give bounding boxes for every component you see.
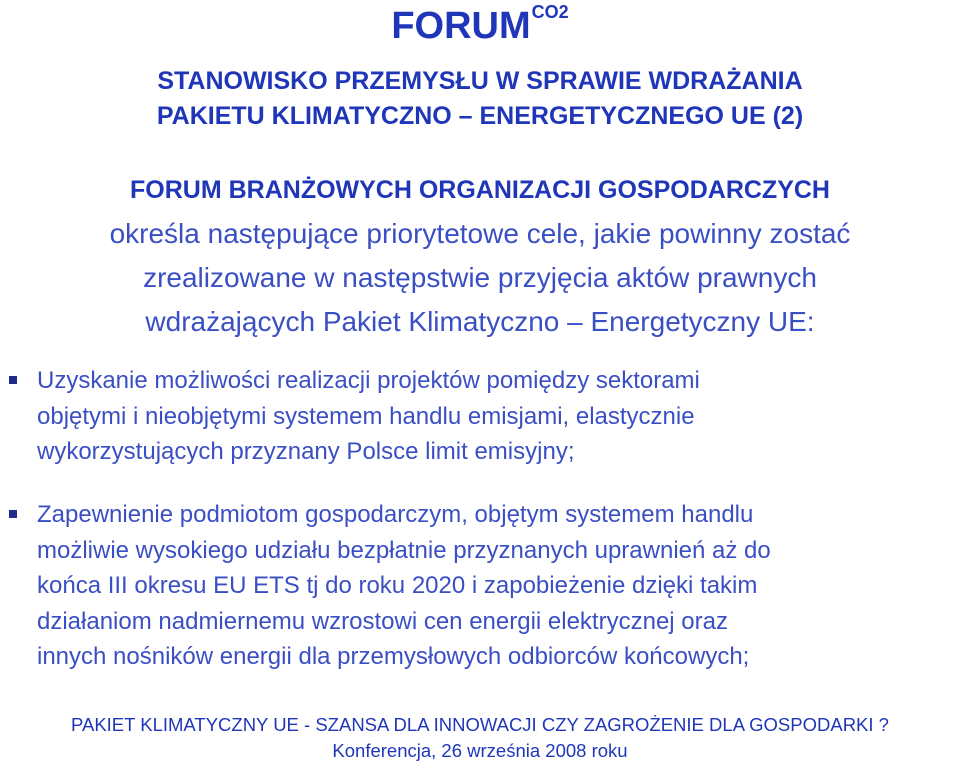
logo-superscript: CO2 xyxy=(531,2,569,22)
bullet-2-line-5: innych nośników energii dla przemysłowych odbiorców końcowych; xyxy=(37,643,750,670)
bullet-2-line-4: działaniom nadmiernemu wzrostowi cen energii elektrycznej oraz xyxy=(37,607,728,635)
logo-text: FORUM xyxy=(391,5,531,47)
bullet-square-icon xyxy=(9,510,17,518)
bullet-2-line-3: końca III okresu EU ETS tj do roku 2020 i zapobieżenie dzięki takim xyxy=(37,572,758,599)
intro-paragraph xyxy=(0,168,960,344)
footer-conference-date: Konferencja, 26 września 2008 roku xyxy=(332,740,628,761)
bullet-2-line-1: Zapewnienie podmiotom gospodarczym, objętym systemem handlu xyxy=(37,501,754,528)
bullet-1-line-2: objętymi i nieobjętymi systemem handlu emisjami, elastycznie xyxy=(37,402,695,430)
forum-co2-logo xyxy=(0,2,960,48)
footer xyxy=(0,712,960,764)
intro-line-3: zrealizowane w następstwie przyjęcia aktów prawnych xyxy=(143,262,817,293)
bullet-item-2 xyxy=(37,497,959,675)
page-title-line-1: STANOWISKO PRZEMYSŁU W SPRAWIE WDRAŻANIA xyxy=(157,67,803,95)
footer-conference-title: PAKIET KLIMATYCZNY UE - SZANSA DLA INNOWACJI CZY ZAGROŻENIE DLA GOSPODARKI ? xyxy=(71,714,889,735)
bullet-item-1 xyxy=(37,363,959,470)
page-title xyxy=(0,64,960,134)
intro-line-4: wdrażających Pakiet Klimatyczno – Energetyczny UE: xyxy=(145,306,815,337)
bullet-1-line-3: wykorzystujących przyznany Polsce limit emisyjny; xyxy=(37,438,575,465)
bullet-square-icon xyxy=(9,376,17,384)
intro-line-2: określa następujące priorytetowe cele, jakie powinny zostać xyxy=(109,218,851,249)
bullet-1-line-1: Uzyskanie możliwości realizacji projektów pomiędzy sektorami xyxy=(37,367,700,394)
intro-organization-name: FORUM BRANŻOWYCH ORGANIZACJI GOSPODARCZYCH xyxy=(130,176,830,204)
bullet-2-line-2: możliwie wysokiego udziału bezpłatnie przyznanych uprawnień aż do xyxy=(37,536,771,564)
page-title-line-2: PAKIETU KLIMATYCZNO – ENERGETYCZNEGO UE (2) xyxy=(156,102,804,130)
